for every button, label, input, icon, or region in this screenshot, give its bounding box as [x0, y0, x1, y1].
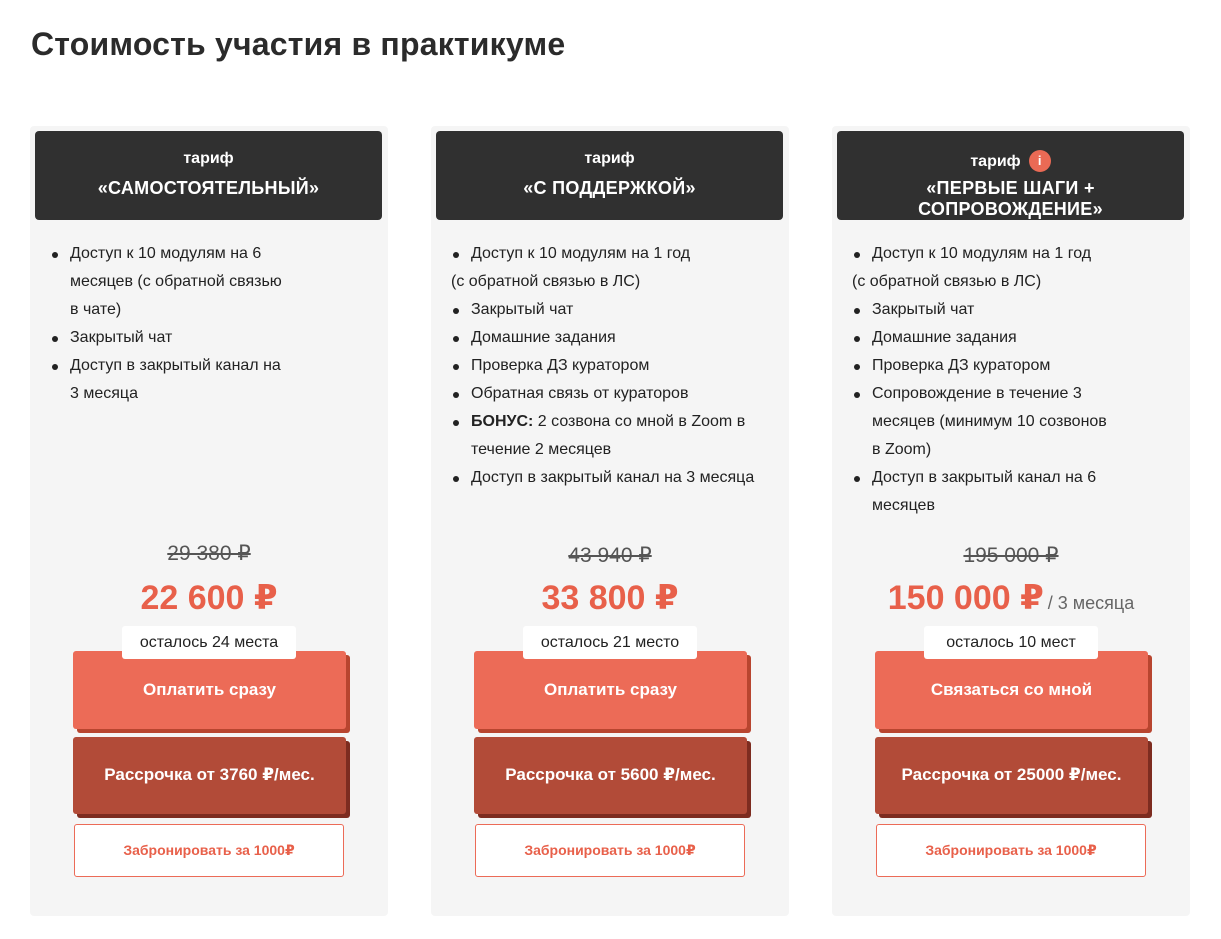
- feature-item: Доступ в закрытый канал на 6: [850, 464, 1150, 492]
- feature-item: 3 месяца: [70, 385, 138, 402]
- plan-name: «С ПОДДЕРЖКОЙ»: [523, 178, 696, 198]
- pay-now-label: Оплатить сразу: [142, 680, 276, 699]
- installment-button[interactable]: [73, 737, 346, 814]
- installment-label: Рассрочка от 25000 ₽/мес.: [901, 765, 1122, 784]
- plan-kicker: тариф: [183, 150, 234, 167]
- installment-label: Рассрочка от 5600 ₽/мес.: [505, 765, 716, 784]
- contact-me-label: Связаться со мной: [930, 680, 1093, 699]
- old-price: 43 940 ₽: [568, 544, 652, 567]
- current-price: 22 600 ₽: [140, 579, 278, 617]
- current-price: 33 800 ₽: [541, 579, 679, 617]
- feature-item: (с обратной связью в ЛС): [852, 273, 1042, 290]
- feature-item: течение 2 месяцев: [471, 441, 612, 458]
- feature-item: Сопровождение в течение 3: [850, 380, 1150, 408]
- feature-item: месяцев: [872, 497, 935, 514]
- bonus-label: БОНУС:: [471, 413, 534, 430]
- page-title: Стоимость участия в практикуме: [31, 26, 566, 62]
- pay-now-button[interactable]: [73, 651, 346, 729]
- plan-header: [837, 131, 1184, 220]
- feature-item: Проверка ДЗ куратором: [449, 352, 784, 380]
- price-period: / 3 месяца: [1047, 593, 1135, 613]
- feature-item: месяцев (с обратной связью: [70, 273, 282, 290]
- feature-item: Закрытый чат: [850, 296, 1150, 324]
- seats-left-badge: осталось 24 места: [122, 626, 296, 659]
- old-price: 195 000 ₽: [963, 544, 1059, 567]
- feature-list: [850, 240, 1150, 520]
- book-button[interactable]: Забронировать за 1000₽: [876, 824, 1146, 877]
- seats-left-badge: осталось 10 мест: [924, 626, 1098, 659]
- info-icon[interactable]: i: [1029, 150, 1051, 172]
- plan-name: «САМОСТОЯТЕЛЬНЫЙ»: [97, 178, 320, 198]
- current-price: 150 000 ₽: [887, 579, 1044, 617]
- pay-now-label: Оплатить сразу: [543, 680, 677, 699]
- feature-item: Проверка ДЗ куратором: [850, 352, 1150, 380]
- plan-kicker: тариф: [970, 153, 1021, 170]
- price-row: [30, 578, 388, 618]
- feature-item: в чате): [70, 301, 122, 318]
- feature-item: в Zoom): [872, 441, 932, 458]
- feature-item: Доступ в закрытый канал на 3 месяца: [449, 464, 784, 492]
- plan-kicker: тариф: [584, 150, 635, 167]
- feature-item: Закрытый чат: [449, 296, 784, 324]
- feature-list: [449, 240, 784, 492]
- feature-list: [48, 240, 348, 408]
- feature-item: Домашние задания: [449, 324, 784, 352]
- plan-header: [35, 131, 382, 220]
- feature-item: Закрытый чат: [48, 324, 348, 352]
- price-row: [832, 578, 1190, 618]
- feature-item: Доступ к 10 модулям на 1 год: [850, 240, 1150, 268]
- feature-item: Доступ к 10 модулям на 1 год: [449, 240, 784, 268]
- feature-item: месяцев (минимум 10 созвонов: [872, 413, 1107, 430]
- installment-label: Рассрочка от 3760 ₽/мес.: [104, 765, 315, 784]
- installment-button[interactable]: [875, 737, 1148, 814]
- bonus-text: 2 созвона со мной в Zoom в: [537, 413, 746, 430]
- plan-name: «ПЕРВЫЕ ШАГИ + СОПРОВОЖДЕНИЕ»: [918, 178, 1103, 219]
- contact-me-button[interactable]: [875, 651, 1148, 729]
- feature-item: Домашние задания: [850, 324, 1150, 352]
- pay-now-button[interactable]: [474, 651, 747, 729]
- book-button[interactable]: Забронировать за 1000₽: [74, 824, 344, 877]
- plan-card-self: [30, 126, 388, 916]
- feature-item: (с обратной связью в ЛС): [451, 273, 641, 290]
- feature-item: Доступ к 10 модулям на 6: [48, 240, 348, 268]
- plan-kicker-row: [837, 150, 1184, 172]
- book-button[interactable]: Забронировать за 1000₽: [475, 824, 745, 877]
- feature-item: [449, 408, 784, 436]
- plan-header: [436, 131, 783, 220]
- seats-left-badge: осталось 21 место: [523, 626, 697, 659]
- installment-button[interactable]: [474, 737, 747, 814]
- feature-item: Доступ в закрытый канал на: [48, 352, 348, 380]
- price-row: [431, 578, 789, 618]
- old-price: 29 380 ₽: [167, 542, 251, 565]
- plan-card-support: [431, 126, 789, 916]
- feature-item: Обратная связь от кураторов: [449, 380, 784, 408]
- plan-card-first-steps: [832, 126, 1190, 916]
